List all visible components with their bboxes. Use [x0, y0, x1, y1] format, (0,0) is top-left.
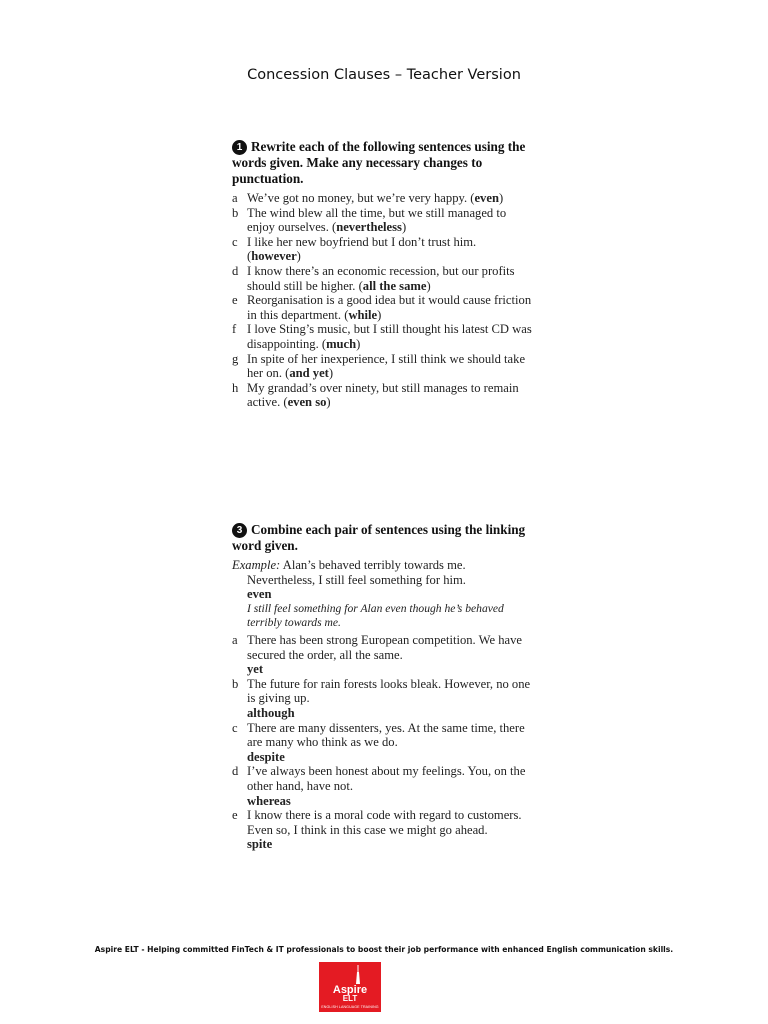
exercise-3 — [232, 522, 532, 852]
list-item: b The wind blew all the time, but we still managed to enjoy ourselves. (nevertheless) — [232, 205, 507, 235]
list-item — [232, 764, 532, 808]
list-item — [232, 721, 532, 765]
item-letter: c — [232, 720, 238, 735]
item-keyword: while — [348, 307, 378, 322]
exercise-1-list — [232, 191, 532, 410]
footer-tagline: Aspire ELT - Helping committed FinTech & IT professionals to boost their job performance with enhanced English communication skills. — [94, 945, 674, 954]
item-text: I love Sting’s music, but I still thought his latest CD was disappointing. — [247, 322, 532, 351]
example-link-word: even — [247, 587, 272, 602]
exercise-1 — [232, 139, 532, 410]
item-text: The wind blew all the time, but we still managed to enjoy ourselves. — [247, 205, 507, 235]
example-answer: I still feel something for Alan even though he’s behaved terribly towards me. — [247, 601, 504, 630]
example-line-1: Alan’s behaved terribly towards me. — [282, 558, 466, 572]
item-text: I’ve always been honest about my feelings. You, on the other hand, have not. — [247, 764, 526, 793]
item-letter: d — [232, 263, 239, 278]
item-letter: a — [232, 632, 238, 647]
item-letter: a — [232, 191, 238, 205]
item-letter: b — [232, 676, 239, 691]
item-letter: d — [232, 764, 239, 779]
item-text: I know there’s an economic recession, but our profits should still be higher. — [247, 263, 515, 293]
item-text: I know there is a moral code with regard to customers. Even so, I think in this case we might go ahead. — [247, 808, 522, 837]
exercise-1-instruction: Rewrite each of the following sentences using the words given. Make any necessary changes to punctuation. — [232, 139, 526, 186]
exercise-number-badge: 1 — [232, 140, 247, 155]
exercise-1-heading — [232, 139, 532, 187]
item-link-word: despite — [247, 749, 285, 764]
item-link-word: although — [247, 705, 295, 720]
item-keyword: even so — [287, 395, 327, 410]
exercise-3-list — [232, 633, 532, 852]
aspire-elt-logo — [319, 962, 381, 1012]
list-item — [232, 633, 532, 677]
item-keyword: even — [474, 191, 499, 205]
logo-sub: ELT — [342, 994, 358, 1003]
list-item: h My grandad’s over ninety, but still manages to remain active. (even so) — [232, 380, 519, 410]
item-link-word: yet — [247, 662, 264, 677]
page-title: Concession Clauses – Teacher Version — [247, 67, 521, 83]
list-item: e Reorganisation is a good idea but it would cause friction in this department. (while) — [232, 293, 532, 322]
item-letter: b — [232, 205, 239, 220]
item-link-word: whereas — [247, 793, 291, 808]
item-text: In spite of her inexperience, I still think we should take her on. — [247, 351, 526, 381]
item-letter: h — [232, 380, 239, 395]
example-label: Example: — [232, 558, 281, 572]
list-item — [232, 808, 532, 852]
exercise-3-heading — [232, 522, 532, 554]
list-item: d I know there’s an economic recession, but our profits should still be higher. (all the same) — [232, 263, 515, 293]
item-text: Reorganisation is a good idea but it would cause friction in this department. — [247, 293, 532, 322]
item-text: The future for rain forests looks bleak. However, no one is giving up. — [247, 676, 531, 706]
item-text: There has been strong European competition. We have secured the order, all the same. — [247, 632, 523, 662]
item-keyword: and yet — [289, 366, 329, 381]
item-letter: g — [232, 351, 239, 366]
logo-name: Aspire — [332, 984, 368, 996]
exercise-3-instruction: Combine each pair of sentences using the linking word given. — [232, 522, 526, 553]
item-keyword: however — [251, 249, 297, 264]
item-text: I like her new boyfriend but I don’t trust him. — [247, 234, 477, 249]
item-letter: f — [232, 322, 237, 337]
list-item: a We’ve got no money, but we’re very happy. (even) — [232, 191, 504, 205]
item-text: There are many dissenters, yes. At the same time, there are many who think as we do. — [247, 720, 525, 750]
exercise-number-badge: 3 — [232, 523, 247, 538]
list-item: g In spite of her inexperience, I still think we should take her on. (and yet) — [232, 351, 526, 381]
item-letter: e — [232, 293, 238, 308]
item-text: My grandad’s over ninety, but still manages to remain active. — [247, 380, 519, 410]
item-keyword: nevertheless — [336, 220, 402, 235]
item-keyword: all the same — [362, 278, 427, 293]
item-keyword: much — [326, 336, 357, 351]
item-text: We’ve got no money, but we’re very happy. — [247, 191, 468, 205]
item-link-word: spite — [247, 837, 273, 852]
logo-tagline: ENGLISH LANGUAGE TRAINING — [321, 1005, 379, 1009]
list-item: f I love Sting’s music, but I still thought his latest CD was disappointing. (much) — [232, 322, 532, 351]
example-line-2: Nevertheless, I still feel something for him. — [247, 572, 466, 587]
item-letter: c — [232, 234, 238, 249]
list-item: c I like her new boyfriend but I don’t trust him. (however) — [232, 234, 477, 264]
worked-example — [232, 558, 532, 631]
item-letter: e — [232, 808, 238, 823]
list-item — [232, 677, 532, 721]
